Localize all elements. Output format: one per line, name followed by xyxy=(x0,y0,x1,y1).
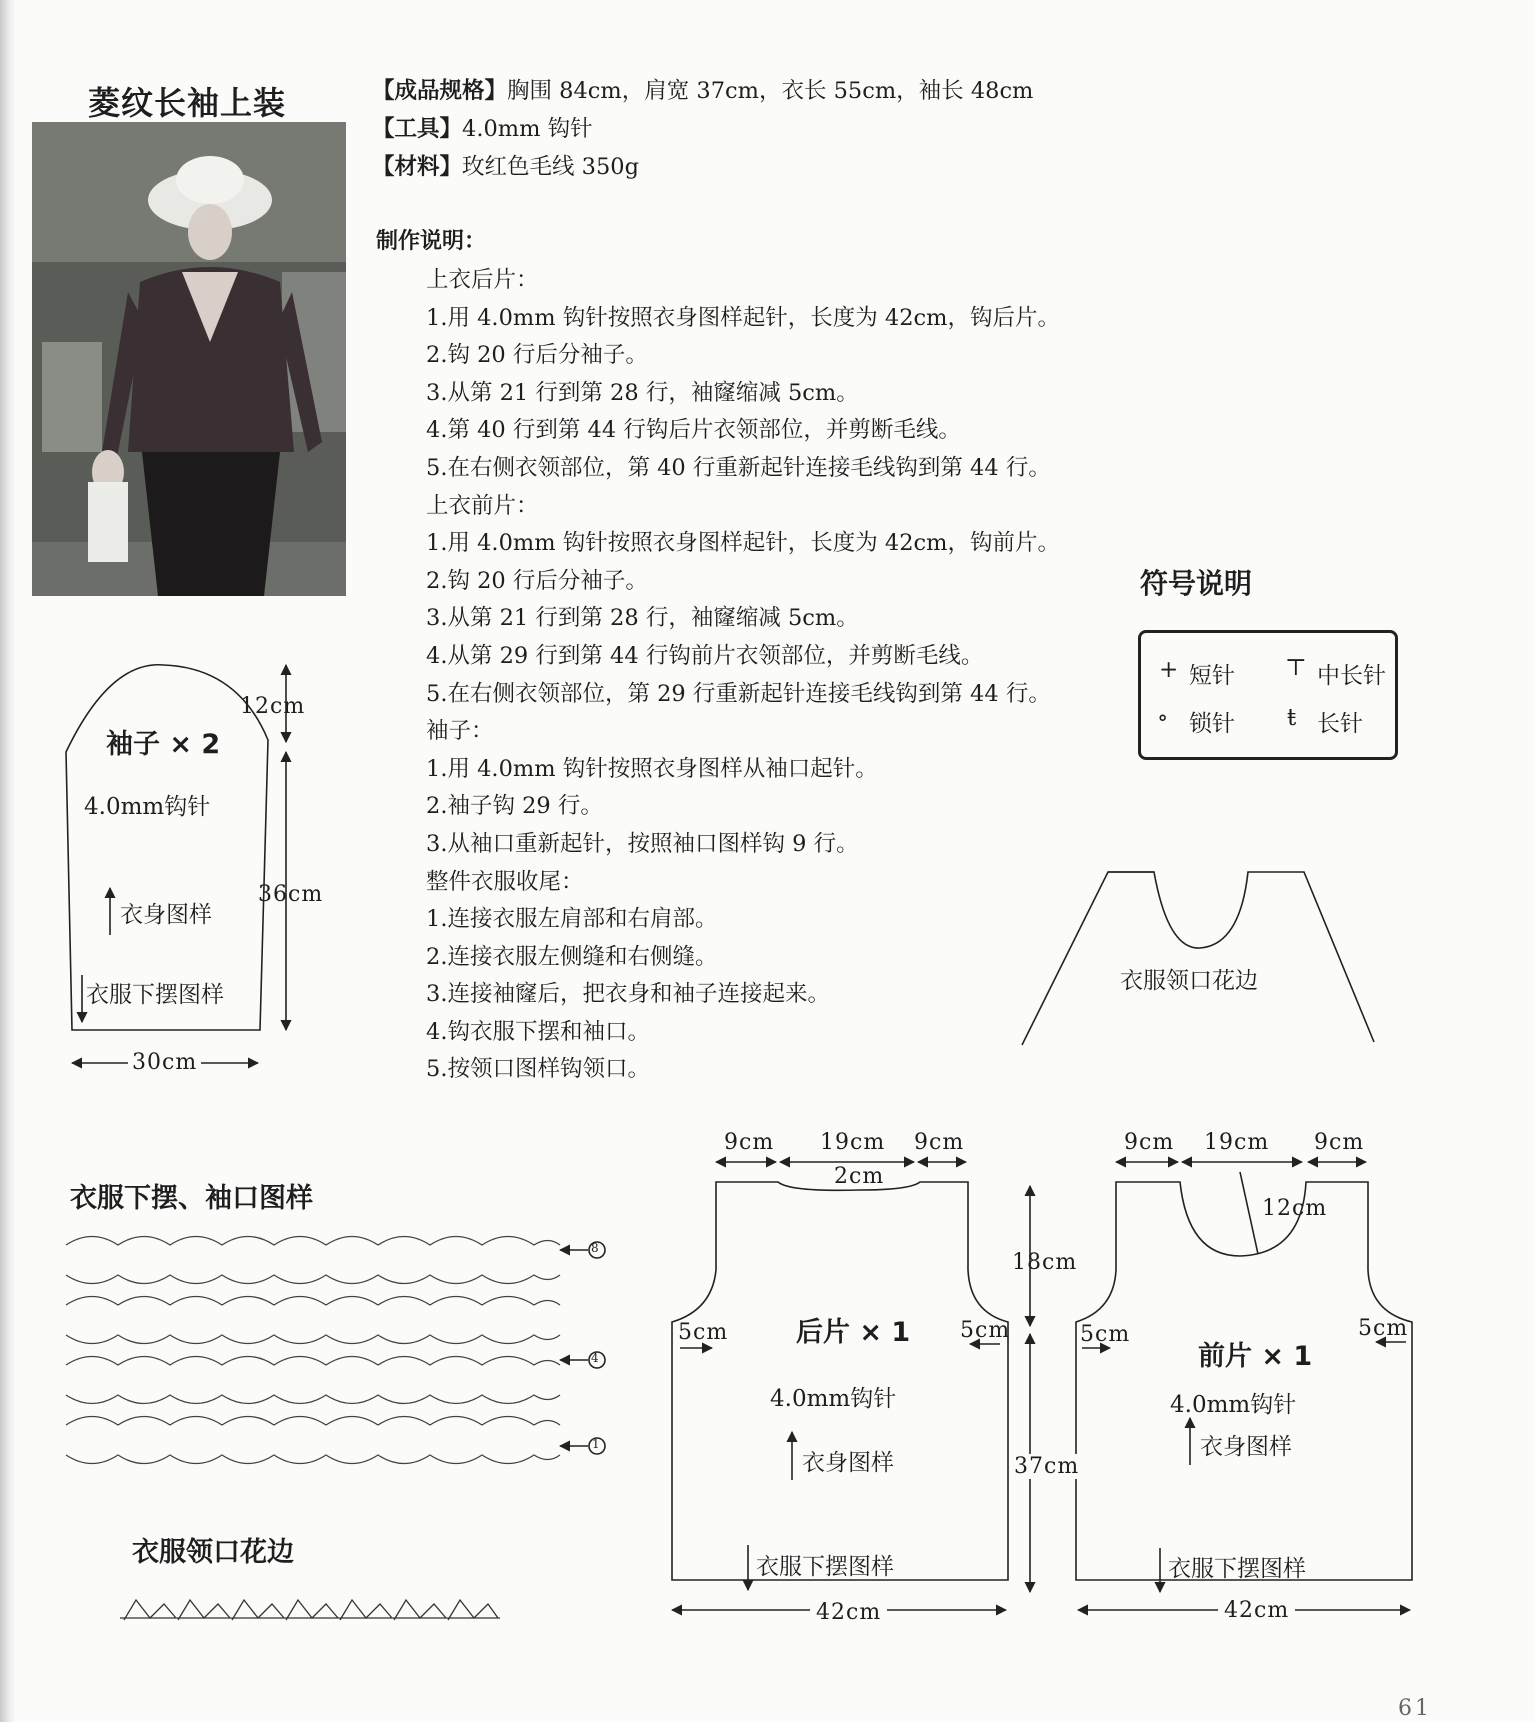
front-hem-label: 衣服下摆图样 xyxy=(1168,1556,1306,1582)
instruction-line: 4.钩衣服下摆和袖口。 xyxy=(426,1018,650,1045)
instruction-line: 1.连接衣服左肩部和右肩部。 xyxy=(426,906,718,933)
back-top-mid-dim-label: 19cm xyxy=(820,1130,886,1155)
instruction-line: 3.连接袖窿后，把衣身和袖子连接起来。 xyxy=(426,981,830,1008)
legend-label: 短针 xyxy=(1189,663,1235,689)
legend-label: 中长针 xyxy=(1317,663,1386,689)
instruction-line: 3.从第 21 行到第 28 行，袖窿缩减 5cm。 xyxy=(426,605,859,632)
front-top-right-dim-label: 9cm xyxy=(1314,1130,1365,1155)
sleeve-pattern-label: 衣身图样 xyxy=(120,902,212,928)
legend-title: 符号说明 xyxy=(1140,567,1253,600)
instruction-line: 1.用 4.0mm 钩针按照衣身图样起针，长度为 42cm，钩前片。 xyxy=(426,530,1060,557)
front-side-left-dim-label: 5cm xyxy=(1080,1322,1131,1347)
row-marker: 1 xyxy=(592,1437,600,1451)
instructions-heading: 制作说明： xyxy=(376,229,487,254)
front-neck-dim-label: 12cm xyxy=(1262,1196,1328,1221)
back-armhole-dim-label: 18cm xyxy=(1012,1250,1078,1275)
back-hem-label: 衣服下摆图样 xyxy=(756,1554,894,1580)
front-top-mid-dim-label: 19cm xyxy=(1204,1130,1270,1155)
instruction-line: 2.袖子钩 29 行。 xyxy=(426,793,603,820)
sleeve-hem-label: 衣服下摆图样 xyxy=(86,982,224,1008)
back-piece-hook: 4.0mm钩针 xyxy=(770,1386,897,1412)
front-width-dim-label: 42cm xyxy=(1218,1598,1295,1623)
instruction-line: 上衣后片： xyxy=(426,267,539,293)
neck-edging-stitch-chart xyxy=(120,1600,500,1620)
back-side-right-dim-label: 5cm xyxy=(960,1318,1011,1343)
back-side-left-dim-label: 5cm xyxy=(678,1320,729,1345)
front-piece-name: 前片 × 1 xyxy=(1198,1341,1313,1372)
sleeve-name: 袖子 × 2 xyxy=(106,729,221,760)
double-crochet-icon: ŧ xyxy=(1287,705,1297,731)
back-width-dim-label: 42cm xyxy=(810,1600,887,1625)
spec-tool: 【工具】4.0mm 钩针 xyxy=(372,116,593,142)
back-neck-dim-label: 2cm xyxy=(834,1164,885,1189)
row-marker: 4 xyxy=(591,1351,599,1365)
single-crochet-icon: + xyxy=(1159,657,1179,683)
half-double-crochet-icon: ⊤ xyxy=(1285,655,1307,681)
back-top-left-dim-label: 9cm xyxy=(724,1130,775,1155)
neck-edging-outline xyxy=(1022,872,1374,1045)
front-top-left-dim-label: 9cm xyxy=(1124,1130,1175,1155)
front-piece-hook: 4.0mm钩针 xyxy=(1170,1392,1297,1418)
instruction-line: 3.从袖口重新起针，按照袖口图样钩 9 行。 xyxy=(426,830,859,857)
back-piece-name: 后片 × 1 xyxy=(796,1317,911,1348)
back-pattern-label: 衣身图样 xyxy=(802,1450,894,1476)
legend-label: 长针 xyxy=(1317,711,1363,737)
instruction-line: 4.第 40 行到第 44 行钩后片衣领部位，并剪断毛线。 xyxy=(426,417,961,444)
instruction-line: 袖子： xyxy=(426,718,494,745)
front-side-right-dim-label: 5cm xyxy=(1358,1316,1409,1341)
chain-stitch-icon: ∘ xyxy=(1157,705,1169,731)
hem-cuff-section-title: 衣服下摆、袖口图样 xyxy=(70,1183,313,1214)
instruction-line: 1.用 4.0mm 钩针按照衣身图样从袖口起针。 xyxy=(426,755,878,782)
instruction-line: 2.连接衣服左侧缝和右侧缝。 xyxy=(426,943,718,970)
front-neck-depth-dim xyxy=(1240,1172,1258,1254)
front-pattern-label: 衣身图样 xyxy=(1200,1434,1292,1460)
sleeve-length-dim-label: 36cm xyxy=(258,882,324,907)
back-body-dim-label: 37cm xyxy=(1014,1454,1080,1479)
instruction-line: 5.在右侧衣领部位，第 29 行重新起针连接毛线钩到第 44 行。 xyxy=(426,680,1051,707)
instruction-line: 2.钩 20 行后分袖子。 xyxy=(426,567,648,594)
instruction-line: 4.从第 29 行到第 44 行钩前片衣领部位，并剪断毛线。 xyxy=(426,642,984,669)
hem-cuff-stitch-chart xyxy=(66,1237,560,1464)
sleeve-cap-dim-label: 12cm xyxy=(240,694,306,719)
instruction-line: 5.按领口图样钩领口。 xyxy=(426,1056,650,1083)
spec-size: 【成品规格】胸围 84cm，肩宽 37cm，衣长 55cm，袖长 48cm xyxy=(372,78,1034,104)
instruction-line: 3.从第 21 行到第 28 行，袖窿缩减 5cm。 xyxy=(426,379,859,406)
sleeve-width-dim-label: 30cm xyxy=(128,1050,201,1075)
neck-edging-label: 衣服领口花边 xyxy=(1120,968,1258,994)
instruction-line: 上衣前片： xyxy=(426,492,539,519)
instruction-line: 整件衣服收尾： xyxy=(426,868,584,895)
page-title: 菱纹长袖上装 xyxy=(88,84,287,122)
sleeve-hook: 4.0mm钩针 xyxy=(84,794,211,820)
back-top-right-dim-label: 9cm xyxy=(914,1130,965,1155)
instruction-line: 1.用 4.0mm 钩针按照衣身图样起针，长度为 42cm，钩后片。 xyxy=(426,304,1060,331)
instruction-line: 2.钩 20 行后分袖子。 xyxy=(426,342,648,369)
front-piece-outline xyxy=(1076,1182,1412,1580)
legend-label: 锁针 xyxy=(1189,711,1235,737)
neck-edging-section-title: 衣服领口花边 xyxy=(132,1537,294,1568)
spec-material: 【材料】玫红色毛线 350g xyxy=(372,154,640,180)
instruction-line: 5.在右侧衣领部位，第 40 行重新起针连接毛线钩到第 44 行。 xyxy=(426,454,1051,481)
row-marker: 8 xyxy=(591,1241,599,1255)
page-number: 61 xyxy=(1398,1696,1432,1721)
